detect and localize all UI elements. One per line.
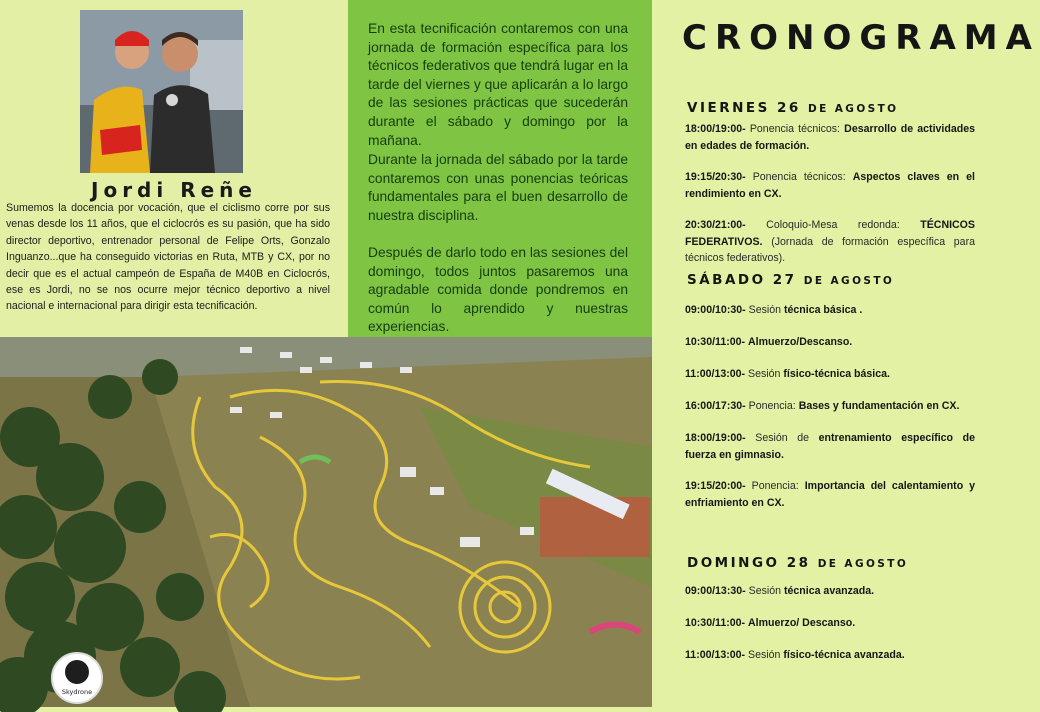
intro-paragraph-1: En esta tecnificación contaremos con una jornada de formación específica para los técnicos federativos que tendrá lugar en la tarde del viernes y que aplicarán a lo largo de las sesiones prácticas que sucederán durante el sábado y domingo por la mañana. bbox=[368, 21, 629, 148]
coach-photo bbox=[80, 10, 243, 173]
schedule-item: 11:00/13:00- Sesión físico-técnica básica. bbox=[685, 368, 890, 380]
coach-name: Jordi Reñe bbox=[91, 178, 257, 202]
schedule-item: 10:30/11:00- Almuerzo/ Descanso. bbox=[685, 617, 856, 629]
schedule-item: 19:15/20:00- Ponencia: Importancia del calentamiento y enfriamiento en CX. bbox=[685, 480, 976, 509]
intro-panel bbox=[348, 0, 652, 337]
coach-bio: Sumemos la docencia por vocación, que el ciclismo corre por sus venas desde los 11 años, que el ciclocrós es su pasión, que ha sido director deportivo, entrenador personal de Felipe Orts, Gonzalo Inguanzo...que ha conseguido victorias en Ruta, MTB y CX, por no decir que es el actual campeón de España de M40B en Ciclocrós, ese es Jordi, no se nos ocurre mejor técnico deportivo a nivel nacional e internacional para dirigir esta tecnificación. bbox=[6, 202, 330, 313]
schedule-panel bbox=[652, 0, 1040, 707]
schedule-title: CRONOGRAMA bbox=[682, 18, 1040, 58]
aerial-course-photo bbox=[0, 337, 652, 707]
schedule-item: 16:00/17:30- Ponencia: Bases y fundamentación en CX. bbox=[685, 400, 960, 412]
schedule-item: 10:30/11:00- Almuerzo/Descanso. bbox=[685, 336, 853, 348]
intro-paragraph-3: Después de darlo todo en las sesiones del domingo, todos juntos pasaremos una agradable comida donde pondremos en común lo aprendido y nuestras experiencias. bbox=[368, 245, 629, 335]
logo-text: Skydrone bbox=[61, 688, 93, 696]
day-heading-saturday: SÁBADO 27 DE AGOSTO bbox=[687, 272, 895, 288]
schedule-item: 09:00/13:30- Sesión técnica avanzada. bbox=[685, 585, 875, 597]
drone-icon bbox=[65, 660, 89, 684]
schedule-item: 18:00/19:00- Sesión de entrenamiento específico de fuerza en gimnasio. bbox=[685, 432, 975, 461]
skydrone-logo bbox=[51, 652, 103, 704]
schedule-item: 19:15/20:30- Ponencia técnicos: Aspectos claves en el rendimiento en CX. bbox=[685, 171, 975, 200]
schedule-item: 20:30/21:00- Coloquio-Mesa redonda: TÉCNICOS FEDERATIVOS. (Jornada de formación específica para técnicos federativos). bbox=[685, 219, 975, 264]
coach-panel bbox=[0, 0, 348, 337]
day-heading-friday: VIERNES 26 DE AGOSTO bbox=[687, 100, 899, 116]
schedule-item: 11:00/13:00- Sesión físico-técnica avanzada. bbox=[685, 649, 905, 661]
day-heading-sunday: DOMINGO 28 DE AGOSTO bbox=[687, 555, 909, 571]
schedule-item: 09:00/10:30- Sesión técnica básica . bbox=[685, 304, 863, 316]
intro-paragraph-2: Durante la jornada del sábado por la tarde contaremos con unas ponencias teóricas fundamentales para el buen desarrollo de nuestra disciplina. bbox=[368, 152, 628, 223]
schedule-item: 18:00/19:00- Ponencia técnicos: Desarrollo de actividades en edades de formación. bbox=[685, 123, 975, 152]
